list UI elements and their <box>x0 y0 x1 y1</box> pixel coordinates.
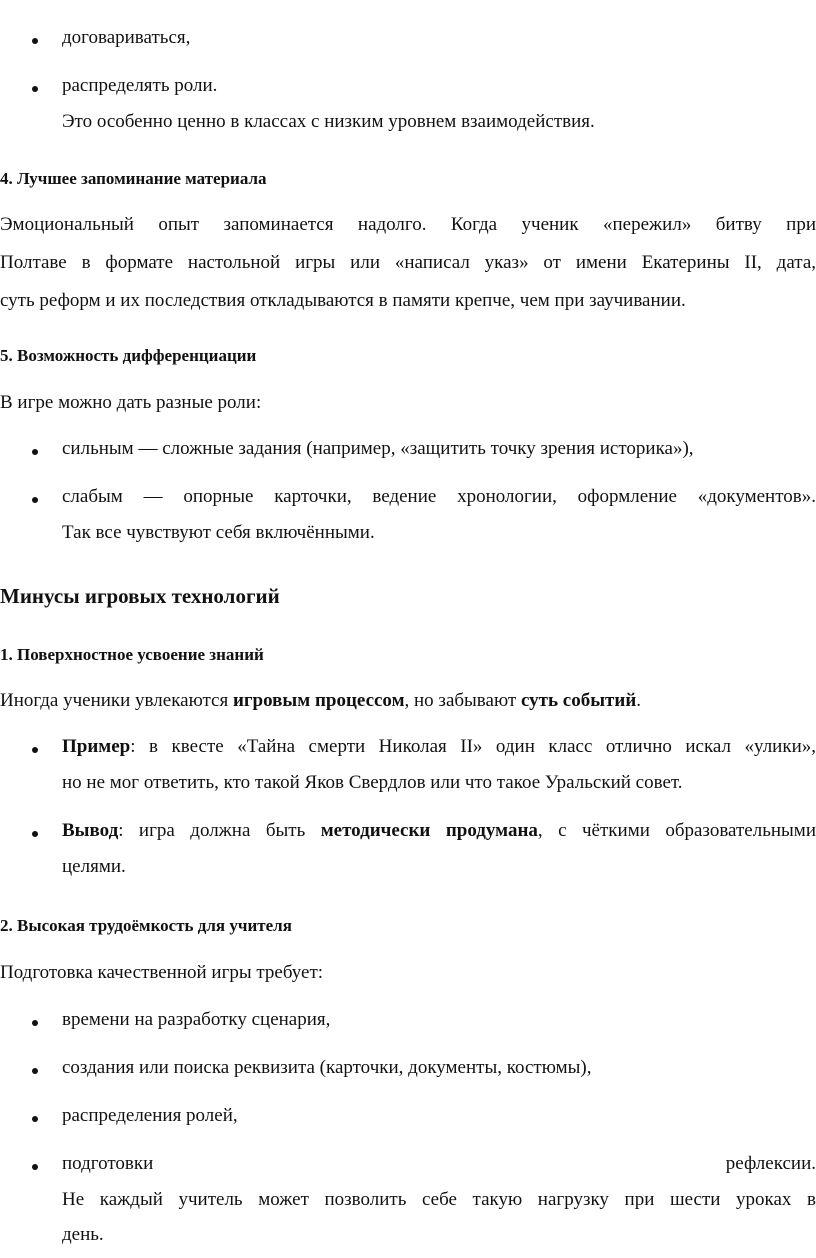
list-note: Так все чувствуют себя включёнными. <box>62 522 375 543</box>
bold-label: Пример <box>62 736 131 757</box>
list-item: времени на разработку сценария, <box>62 1009 331 1030</box>
bullet-icon <box>31 76 41 100</box>
bullet-icon <box>31 1058 41 1082</box>
bullet-icon <box>31 821 41 845</box>
list-note: день. <box>62 1224 104 1245</box>
paragraph-line: суть реформ и их последствия откладываются в памяти крепче, чем при заучивании. <box>0 290 686 311</box>
section-heading: 1. Поверхностное усвоение знаний <box>0 645 264 664</box>
text-segment: : игра должна быть <box>118 820 321 841</box>
text-segment: Иногда ученики увлекаются <box>0 690 233 711</box>
bold-segment: суть событий <box>520 690 637 711</box>
section-heading: 4. Лучшее запоминание материала <box>0 169 267 188</box>
page-title: Минусы игровых технологий <box>0 584 280 608</box>
paragraph: Подготовка качественной игры требует: <box>0 962 324 983</box>
list-item-continuation: но не мог ответить, кто такой Яков Свердлов или что такое Уральский совет. <box>62 772 683 793</box>
text-segment: . <box>636 690 642 711</box>
list-item: распределения ролей, <box>62 1105 238 1126</box>
list-item: договариваться, <box>62 27 191 48</box>
bullet-icon <box>31 737 41 761</box>
bullet-icon <box>31 487 41 511</box>
bullet-icon <box>31 1154 41 1178</box>
list-note: Не каждый учитель может позволить себе такую нагрузку при шести уроках в <box>62 1189 816 1210</box>
bold-label: Вывод <box>62 820 119 841</box>
paragraph <box>0 689 816 713</box>
list-note: Это особенно ценно в классах с низким уровнем взаимодействия. <box>62 111 595 132</box>
section-heading: 5. Возможность дифференциации <box>0 346 257 365</box>
bold-segment: игровым процессом <box>232 690 405 711</box>
list-item <box>62 819 816 843</box>
text-segment: , с чёткими образовательными <box>537 820 816 841</box>
list-item: распределять роли. <box>62 75 218 96</box>
list-item: слабым — опорные карточки, ведение хронологии, оформление «документов». <box>62 486 816 507</box>
bullet-icon <box>31 1106 41 1130</box>
bullet-icon <box>31 439 41 463</box>
paragraph: В игре можно дать разные роли: <box>0 392 262 413</box>
list-item: создания или поиска реквизита (карточки, документы, костюмы), <box>62 1057 592 1078</box>
list-item: сильным — сложные задания (например, «защитить точку зрения историка»), <box>62 438 694 459</box>
text-segment: , но забывают <box>404 690 521 711</box>
bullet-icon <box>31 1010 41 1034</box>
list-item <box>62 735 816 759</box>
section-heading: 2. Высокая трудоёмкость для учителя <box>0 916 292 935</box>
list-item-continuation: целями. <box>62 856 126 877</box>
text-segment: : в квесте «Тайна смерти Николая II» один класс отлично искал «улики», <box>130 736 816 757</box>
bullet-icon <box>31 28 41 52</box>
paragraph-line: Эмоциональный опыт запоминается надолго. Когда ученик «пережил» битву при <box>0 214 816 235</box>
bold-segment: методически продумана <box>320 820 538 841</box>
list-item: подготовки рефлексии. <box>62 1153 816 1174</box>
paragraph-line: Полтаве в формате настольной игры или «написал указ» от имени Екатерины II, дата, <box>0 252 816 273</box>
